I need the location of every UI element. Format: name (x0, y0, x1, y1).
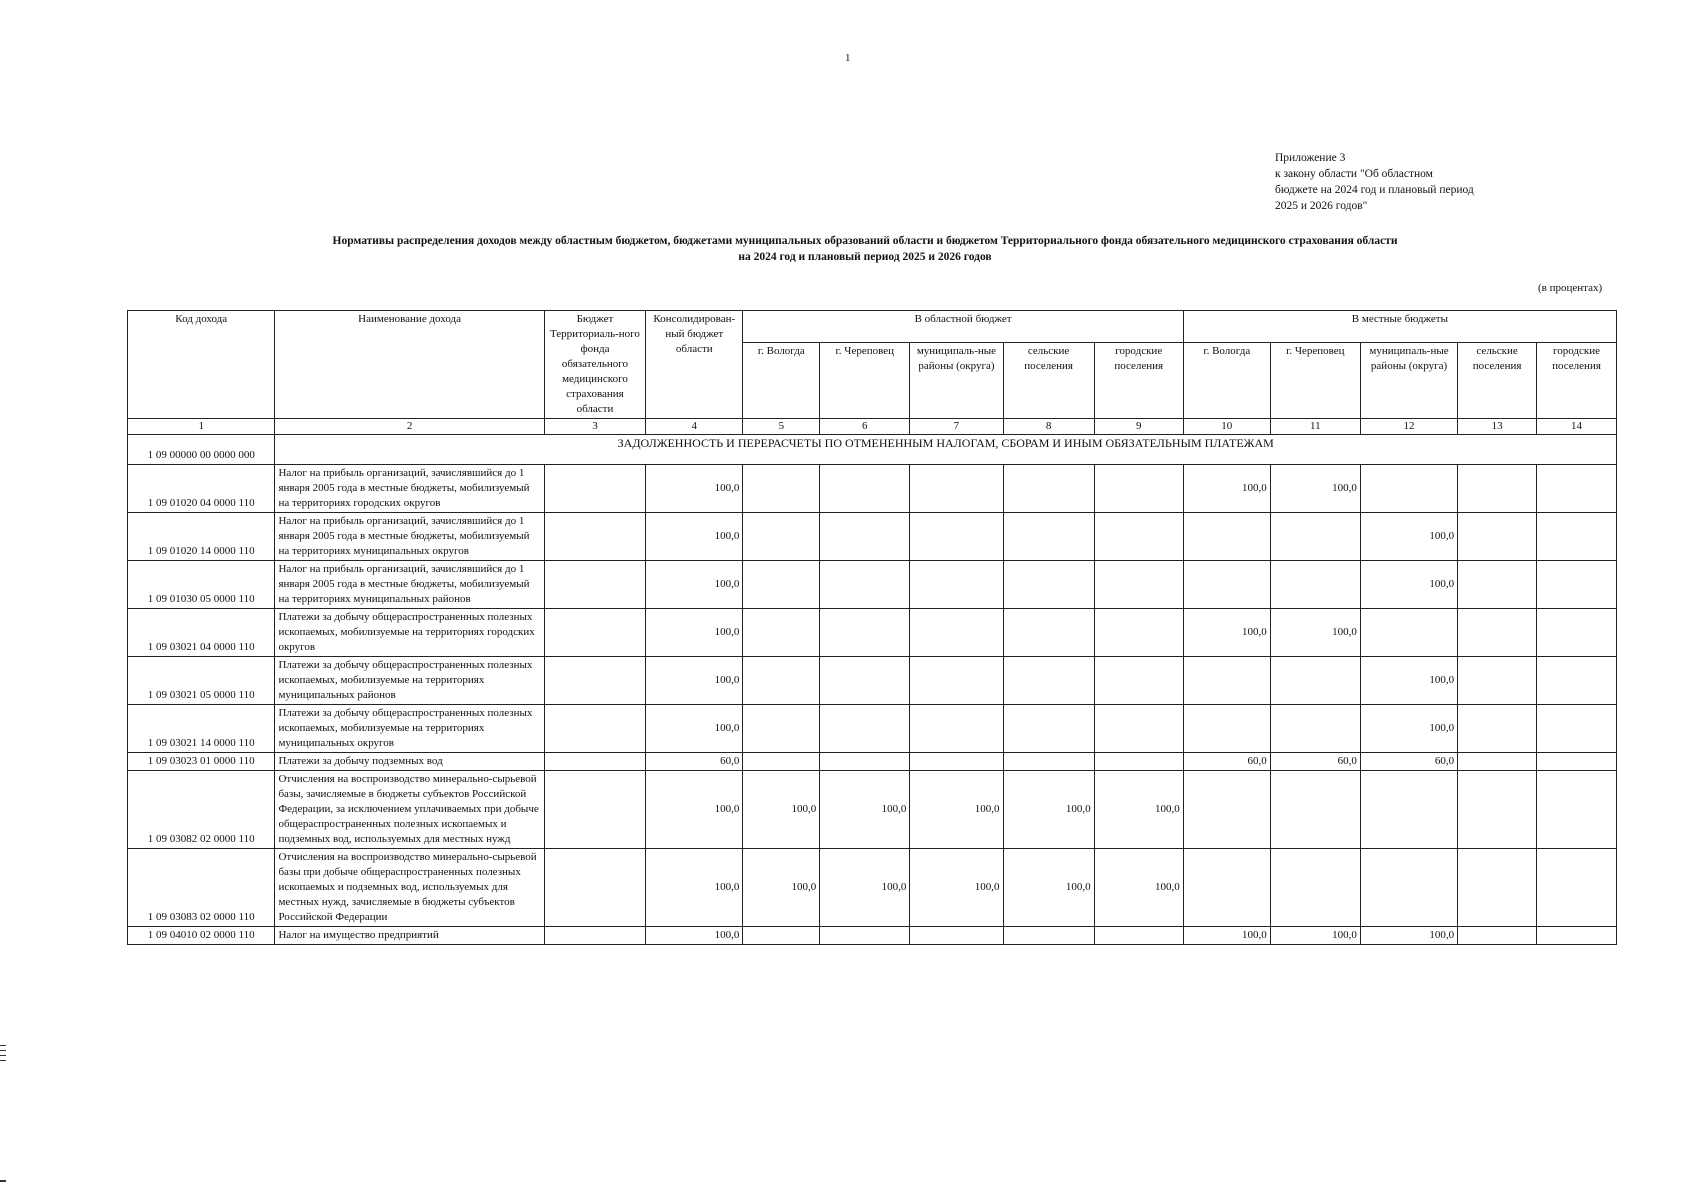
rate-cell: 100,0 (910, 849, 1003, 927)
income-code: 1 09 03023 01 0000 110 (128, 753, 275, 771)
rate-cell (820, 465, 910, 513)
income-code: 1 09 03021 04 0000 110 (128, 609, 275, 657)
income-name: Платежи за добычу подземных вод (275, 753, 544, 771)
rate-cell (1003, 465, 1094, 513)
rate-cell (1094, 753, 1183, 771)
rate-cell: 100,0 (646, 561, 743, 609)
column-number: 14 (1537, 419, 1617, 435)
edge-mark (0, 1050, 6, 1051)
income-code: 1 09 03021 14 0000 110 (128, 705, 275, 753)
column-number: 4 (646, 419, 743, 435)
rate-cell (1094, 561, 1183, 609)
table-row (128, 609, 1617, 657)
rate-cell: 100,0 (910, 771, 1003, 849)
rate-cell (910, 753, 1003, 771)
rate-cell: 100,0 (1360, 513, 1457, 561)
income-code: 1 09 03082 02 0000 110 (128, 771, 275, 849)
rate-cell: 100,0 (1270, 927, 1360, 945)
rate-cell: 60,0 (1360, 753, 1457, 771)
rate-cell: 60,0 (1183, 753, 1270, 771)
column-number: 1 (128, 419, 275, 435)
rate-cell (1003, 657, 1094, 705)
rate-cell (910, 561, 1003, 609)
rate-cell (1183, 849, 1270, 927)
income-code: 1 09 01030 05 0000 110 (128, 561, 275, 609)
income-name: Налог на прибыль организаций, зачислявшийся до 1 января 2005 года в местные бюджеты, мобилизуемый на территориях городских округов (275, 465, 544, 513)
rate-cell (544, 609, 645, 657)
rate-cell (1270, 657, 1360, 705)
rate-cell (1537, 513, 1617, 561)
header-local-group: В местные бюджеты (1183, 311, 1616, 343)
rate-cell (820, 705, 910, 753)
page-number: 1 (845, 52, 851, 64)
units-note: (в процентах) (1538, 282, 1603, 294)
column-number: 8 (1003, 419, 1094, 435)
rate-cell (1270, 849, 1360, 927)
rate-cell (743, 513, 820, 561)
table-row (128, 513, 1617, 561)
rate-cell (910, 513, 1003, 561)
appendix-note (1275, 150, 1474, 214)
rate-cell (743, 753, 820, 771)
rate-cell (1537, 561, 1617, 609)
rate-cell (544, 513, 645, 561)
income-name: Отчисления на воспроизводство минерально-сырьевой базы при добыче общераспространенных полезных ископаемых и подземных вод, используемых для местных нужд, зачисляемые в бюджеты субъектов Российской Федерации (275, 849, 544, 927)
rate-cell (743, 657, 820, 705)
rate-cell (1360, 849, 1457, 927)
header-regional-group: В областной бюджет (743, 311, 1183, 343)
rate-cell (910, 705, 1003, 753)
rate-cell (1003, 705, 1094, 753)
rate-cell (1094, 465, 1183, 513)
appendix-line: 2025 и 2026 годов" (1275, 200, 1368, 212)
table-row (128, 927, 1617, 945)
rate-cell (820, 609, 910, 657)
rate-cell (1003, 561, 1094, 609)
rate-cell (544, 465, 645, 513)
rate-cell (1270, 513, 1360, 561)
column-number: 12 (1360, 419, 1457, 435)
rate-cell (1094, 705, 1183, 753)
rate-cell (1458, 513, 1537, 561)
income-code: 1 09 01020 04 0000 110 (128, 465, 275, 513)
header-local-cherepovets: г. Череповец (1270, 343, 1360, 419)
header-regional-cherepovets: г. Череповец (820, 343, 910, 419)
rate-cell (1183, 513, 1270, 561)
rate-cell (1537, 849, 1617, 927)
appendix-line: Приложение 3 (1275, 152, 1346, 164)
rate-cell (1537, 657, 1617, 705)
header-regional-vologda: г. Вологда (743, 343, 820, 419)
rate-cell: 100,0 (1094, 849, 1183, 927)
edge-mark (0, 1045, 6, 1046)
rate-cell: 100,0 (646, 771, 743, 849)
column-number: 13 (1458, 419, 1537, 435)
rate-cell: 100,0 (820, 849, 910, 927)
rate-cell (910, 657, 1003, 705)
section-title: ЗАДОЛЖЕННОСТЬ И ПЕРЕРАСЧЕТЫ ПО ОТМЕНЕННЫМ НАЛОГАМ, СБОРАМ И ИНЫМ ОБЯЗАТЕЛЬНЫМ ПЛАТЕЖАМ (275, 435, 1617, 465)
rate-cell: 100,0 (1003, 771, 1094, 849)
rate-cell (1537, 465, 1617, 513)
table-row (128, 849, 1617, 927)
rate-cell: 100,0 (820, 771, 910, 849)
rate-cell (1270, 561, 1360, 609)
rate-cell: 100,0 (1003, 849, 1094, 927)
rate-cell (820, 513, 910, 561)
rate-cell: 100,0 (646, 927, 743, 945)
column-number: 9 (1094, 419, 1183, 435)
rate-cell (820, 561, 910, 609)
income-name: Платежи за добычу общераспространенных полезных ископаемых, мобилизуемые на территориях муниципальных районов (275, 657, 544, 705)
income-name: Налог на прибыль организаций, зачислявшийся до 1 января 2005 года в местные бюджеты, мобилизуемый на территориях муниципальных районов (275, 561, 544, 609)
rate-cell: 100,0 (1183, 609, 1270, 657)
edge-mark (0, 1055, 6, 1056)
rate-cell: 60,0 (1270, 753, 1360, 771)
rate-cell: 100,0 (1183, 465, 1270, 513)
table-row (128, 561, 1617, 609)
income-name: Платежи за добычу общераспространенных полезных ископаемых, мобилизуемые на территориях муниципальных округов (275, 705, 544, 753)
income-code: 1 09 04010 02 0000 110 (128, 927, 275, 945)
rate-cell: 100,0 (646, 657, 743, 705)
rate-cell (1003, 513, 1094, 561)
rate-cell (1094, 657, 1183, 705)
section-row (128, 435, 1617, 465)
rate-cell (1003, 609, 1094, 657)
income-code: 1 09 01020 14 0000 110 (128, 513, 275, 561)
income-code: 1 09 03021 05 0000 110 (128, 657, 275, 705)
rate-cell (544, 705, 645, 753)
header-local-vologda: г. Вологда (1183, 343, 1270, 419)
rate-cell: 100,0 (646, 849, 743, 927)
header-regional-rural: сельские поселения (1003, 343, 1094, 419)
rate-cell: 100,0 (1360, 927, 1457, 945)
rate-cell (1094, 927, 1183, 945)
column-number: 5 (743, 419, 820, 435)
rate-cell: 100,0 (646, 705, 743, 753)
rate-cell (1537, 609, 1617, 657)
rate-cell (1458, 609, 1537, 657)
rate-cell: 100,0 (1360, 561, 1457, 609)
header-name: Наименование дохода (275, 311, 544, 419)
rate-cell: 100,0 (1360, 705, 1457, 753)
rate-cell (820, 927, 910, 945)
rate-cell (1537, 753, 1617, 771)
rate-cell (544, 657, 645, 705)
title-line-2: на 2024 год и плановый период 2025 и 2026 годов (738, 251, 992, 263)
rate-cell (1360, 465, 1457, 513)
rate-cell: 100,0 (1094, 771, 1183, 849)
rate-cell: 100,0 (743, 849, 820, 927)
table-row (128, 753, 1617, 771)
rate-cell (544, 927, 645, 945)
rate-cell (1183, 771, 1270, 849)
rate-cell: 100,0 (646, 465, 743, 513)
document-title (200, 233, 1530, 265)
header-code: Код дохода (128, 311, 275, 419)
rate-cell (544, 753, 645, 771)
rate-cell (1537, 927, 1617, 945)
column-number: 2 (275, 419, 544, 435)
rate-cell (1183, 561, 1270, 609)
rate-cell (544, 771, 645, 849)
header-tfoms: Бюджет Территориаль-ного фонда обязательного медицинского страхования области (544, 311, 645, 419)
header-local-urban: городские поселения (1537, 343, 1617, 419)
column-number: 11 (1270, 419, 1360, 435)
rate-cell (1183, 657, 1270, 705)
rate-cell (820, 753, 910, 771)
rate-cell (743, 705, 820, 753)
rate-cell (1360, 609, 1457, 657)
rate-cell (1458, 705, 1537, 753)
column-number: 10 (1183, 419, 1270, 435)
rate-cell (743, 927, 820, 945)
rate-cell: 100,0 (1270, 609, 1360, 657)
rate-cell (1003, 753, 1094, 771)
rate-cell (910, 609, 1003, 657)
rate-cell (1458, 927, 1537, 945)
rate-cell (820, 657, 910, 705)
table-row (128, 771, 1617, 849)
section-code: 1 09 00000 00 0000 000 (128, 435, 275, 465)
column-number: 3 (544, 419, 645, 435)
rate-cell (1537, 705, 1617, 753)
rate-cell (743, 561, 820, 609)
revenue-distribution-table (127, 310, 1617, 945)
header-consolidated: Консолидирован-ный бюджет области (646, 311, 743, 419)
rate-cell: 100,0 (646, 513, 743, 561)
rate-cell (1270, 705, 1360, 753)
appendix-line: к закону области "Об областном (1275, 168, 1433, 180)
scan-edge-dash (0, 1180, 6, 1182)
table-row (128, 657, 1617, 705)
column-number: 6 (820, 419, 910, 435)
column-number: 7 (910, 419, 1003, 435)
rate-cell (544, 849, 645, 927)
rate-cell (1003, 927, 1094, 945)
rate-cell (1458, 657, 1537, 705)
appendix-line: бюджете на 2024 год и плановый период (1275, 184, 1474, 196)
rate-cell: 100,0 (1360, 657, 1457, 705)
rate-cell (743, 465, 820, 513)
income-name: Налог на прибыль организаций, зачислявшийся до 1 января 2005 года в местные бюджеты, мобилизуемый на территориях муниципальных округов (275, 513, 544, 561)
header-row-1 (128, 311, 1617, 343)
rate-cell: 60,0 (646, 753, 743, 771)
rate-cell (1537, 771, 1617, 849)
rate-cell (1360, 771, 1457, 849)
table-row (128, 465, 1617, 513)
rate-cell: 100,0 (743, 771, 820, 849)
scan-edge-marks (0, 1045, 6, 1065)
rate-cell (1458, 771, 1537, 849)
table-body (128, 435, 1617, 945)
rate-cell (743, 609, 820, 657)
rate-cell: 100,0 (646, 609, 743, 657)
rate-cell (1094, 513, 1183, 561)
rate-cell (1458, 465, 1537, 513)
rate-cell (1094, 609, 1183, 657)
edge-mark (0, 1060, 6, 1061)
income-name: Отчисления на воспроизводство минерально-сырьевой базы, зачисляемые в бюджеты субъектов Российской Федерации, за исключением уплачиваемых при добыче общераспространенных полезных ископаемых и подземных вод, используемых для местных нужд (275, 771, 544, 849)
rate-cell (910, 927, 1003, 945)
income-code: 1 09 03083 02 0000 110 (128, 849, 275, 927)
rate-cell (544, 561, 645, 609)
title-line-1: Нормативы распределения доходов между областным бюджетом, бюджетами муниципальных образований области и бюджетом Территориального фонда обязательного медицинского страхования области (332, 235, 1398, 247)
rate-cell (1183, 705, 1270, 753)
header-local-districts: муниципаль-ные районы (округа) (1360, 343, 1457, 419)
rate-cell: 100,0 (1183, 927, 1270, 945)
header-regional-urban: городские поселения (1094, 343, 1183, 419)
column-numbers-row (128, 419, 1617, 435)
rate-cell (910, 465, 1003, 513)
rate-cell (1458, 753, 1537, 771)
header-local-rural: сельские поселения (1458, 343, 1537, 419)
table-row (128, 705, 1617, 753)
header-regional-districts: муниципаль-ные районы (округа) (910, 343, 1003, 419)
rate-cell: 100,0 (1270, 465, 1360, 513)
income-name: Налог на имущество предприятий (275, 927, 544, 945)
rate-cell (1458, 849, 1537, 927)
income-name: Платежи за добычу общераспространенных полезных ископаемых, мобилизуемые на территориях городских округов (275, 609, 544, 657)
rate-cell (1458, 561, 1537, 609)
rate-cell (1270, 771, 1360, 849)
